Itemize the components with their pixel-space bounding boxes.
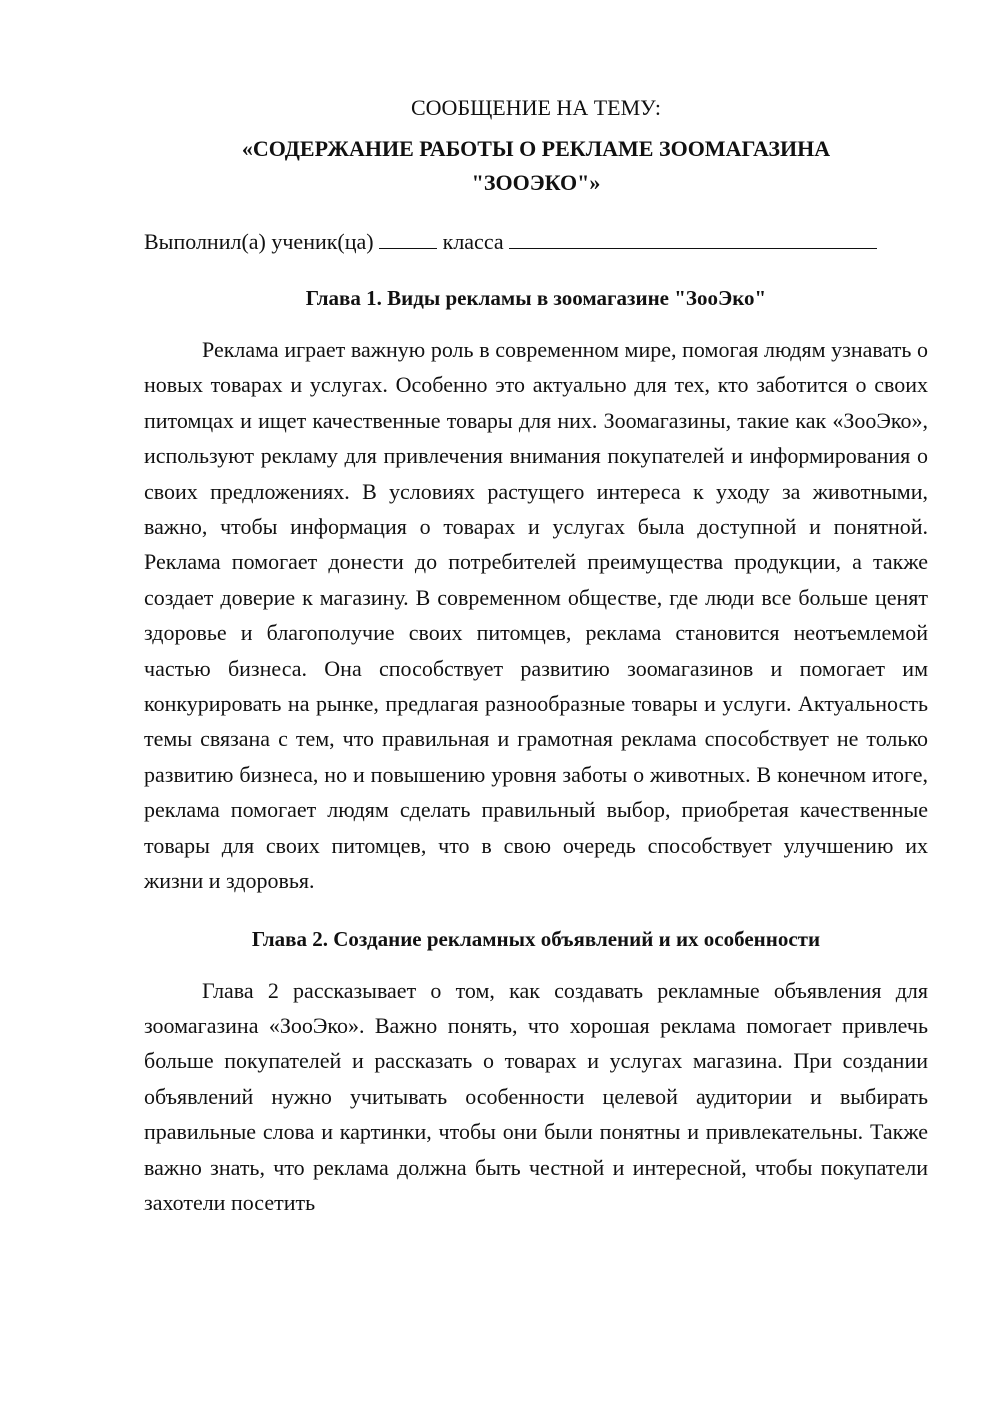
chapter-2-heading: Глава 2. Создание рекламных объявлений и их особенности [251,926,821,951]
subtitle-line-1: «СОДЕРЖАНИЕ РАБОТЫ О РЕКЛАМЕ ЗООМАГАЗИНА [241,136,831,161]
chapter-1-paragraph: Реклама играет важную роль в современном мире, помогая людям узнавать о новых товарах и услугах. Особенно это актуально для тех, кто заботится о своих питомцах и ищет качественные товары для них. Зоомагазины, такие как «ЗооЭко», используют рекламу для привлечения внимания покупателей и информирования о своих предложениях. В условиях растущего интереса к уходу за животными, важно, чтобы информация о товарах и услугах была доступной и понятной. Реклама помогает донести до потребителей преимущества продукции, а также создает доверие к магазину. В современном обществе, где люди все больше ценят здоровье и благополучие своих питомцев, реклама становится неотъемлемой частью бизнеса. Она способствует развитию зоомагазинов и помогает им конкурировать на рынке, предлагая разнообразные товары и услуги. Актуальность темы связана с тем, что правильная и грамотная реклама способствует не только развитию бизнеса, но и повышению уровня заботы о животных. В конечном итоге, реклама помогает людям сделать правильный выбор, приобретая качественные товары для своих питомцев, что в свою очередь способствует улучшению их жизни и здоровья. [144,337,928,894]
document-subtitle [144,132,928,200]
document-page [144,92,928,1220]
subtitle-line-2: "ЗООЭКО"» [471,170,601,195]
document-title: СООБЩЕНИЕ НА ТЕМУ: [411,95,661,120]
class-label: класса [442,229,504,254]
author-prefix: Выполнил(а) ученик(ца) [144,229,374,254]
chapter-2-paragraph: Глава 2 рассказывает о том, как создавать рекламные объявления для зоомагазина «ЗооЭко». Важно понять, что хорошая реклама помогает привлечь больше покупателей и рассказать о товарах и услугах магазина. При создании объявлений нужно учитывать особенности целевой аудитории и выбирать правильные слова и картинки, чтобы они были понятны и привлекательны. Также важно знать, что реклама должна быть честной и интересной, чтобы покупатели захотели посетить [144,977,928,1215]
chapter-1-heading: Глава 1. Виды рекламы в зоомагазине "ЗооЭко" [305,286,767,310]
name-blank [509,226,877,249]
author-line [144,226,928,258]
class-number-blank [379,226,437,249]
